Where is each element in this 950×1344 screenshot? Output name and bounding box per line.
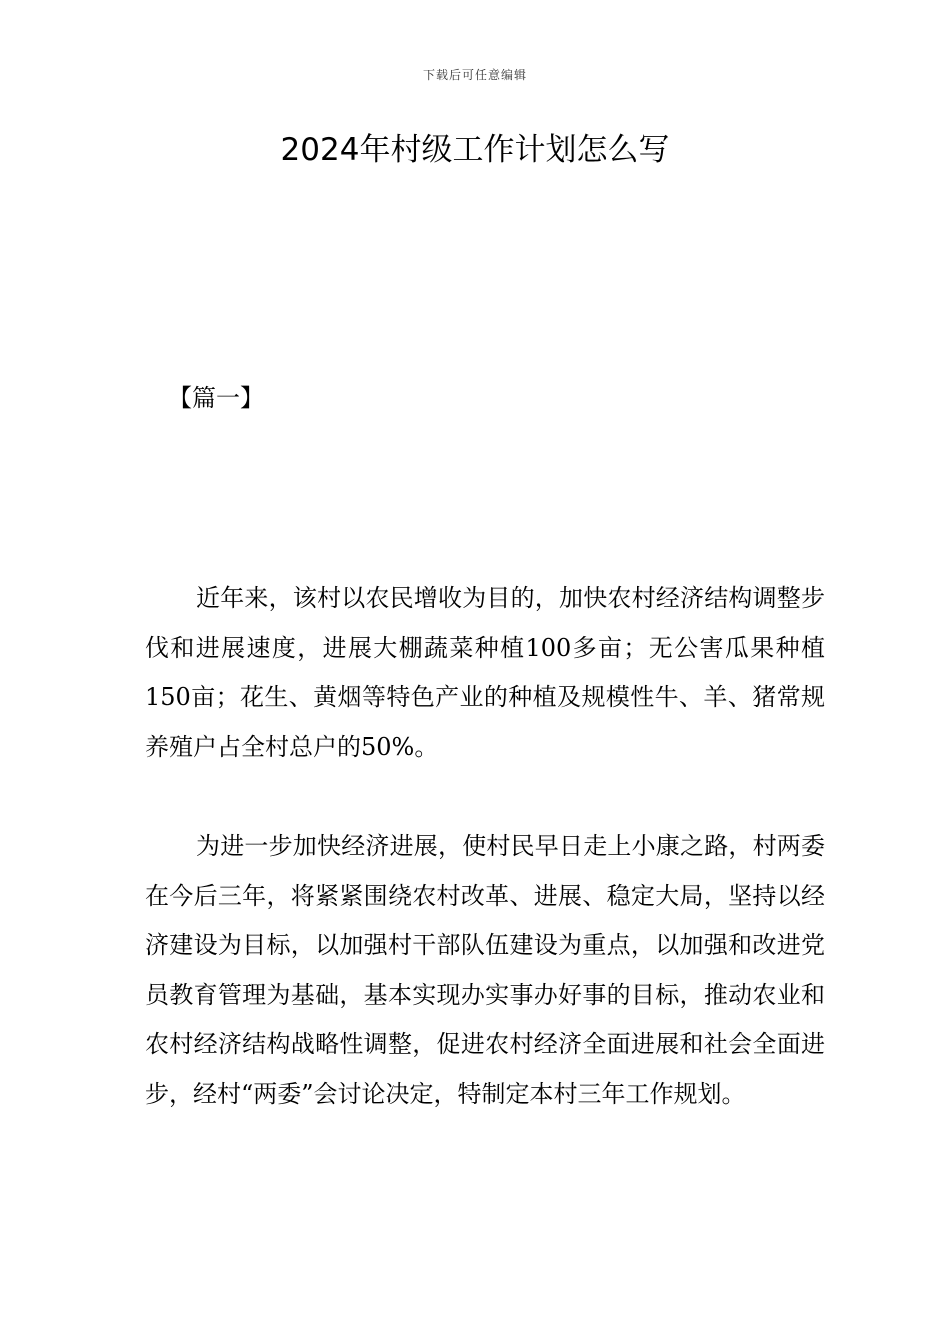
header-note: 下载后可任意编辑 — [422, 68, 527, 82]
section-label: 【篇一】 — [168, 384, 264, 412]
document-title: 2024年村级工作计划怎么写 — [280, 132, 670, 168]
paragraph-1: 近年来，该村以农民增收为目的，加快农村经济结构调整步伐和进展速度，进展大棚蔬菜种植100多亩；无公害瓜果种植150亩；花生、黄烟等特色产业的种植及规模性牛、羊、猪常规养殖户占全村总户的50%。 — [145, 584, 825, 761]
paragraph-2: 为进一步加快经济进展，使村民早日走上小康之路，村两委在今后三年，将紧紧围绕农村改革、进展、稳定大局，坚持以经济建设为目标，以加强村干部队伍建设为重点，以加强和改进党员教育管理为基础，基本实现办实事办好事的目标，推动农业和农村经济结构战略性调整，促进农村经济全面进展和社会全面进步，经村“两委”会讨论决定，特制定本村三年工作规划。 — [145, 832, 825, 1108]
